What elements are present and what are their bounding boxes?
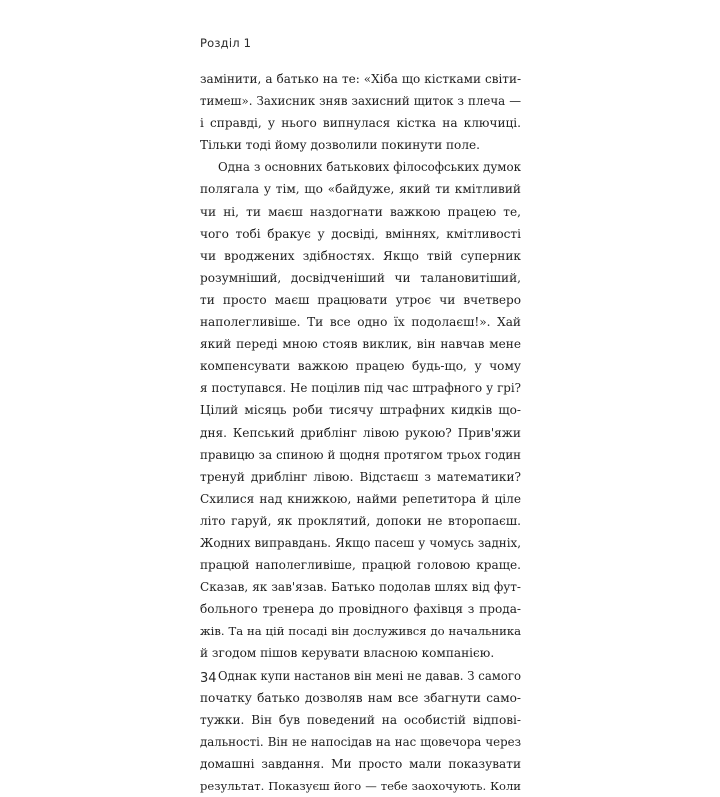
text-line: тимеш». Захисник зняв захисний щиток з плеча — bbox=[200, 94, 521, 109]
text-line: Жодних виправдань. Якщо пасеш у чомусь задніх, bbox=[200, 535, 521, 550]
text-line: дальності. Він не напосідав на нас щовечора через bbox=[200, 734, 521, 749]
text-line: полягала у тім, що «байдуже, який ти кмітливий bbox=[200, 182, 521, 197]
text-line: чи вроджених здібностях. Якщо твій суперник bbox=[200, 248, 521, 263]
text-line: Сказав, як зав'язав. Батько подолав шлях від фут- bbox=[200, 580, 521, 595]
text-line: Цілий місяць роби тисячу штрафних кидків що- bbox=[200, 403, 521, 418]
text-line: результат. Показуєш його — тебе заохочують. Коли bbox=[200, 779, 521, 793]
text-line: ти просто маєш працювати утроє чи вчетверо bbox=[200, 292, 521, 307]
text-line: й згодом пішов керувати власною компанією. bbox=[200, 646, 495, 661]
text-line: больного тренера до провідного фахівця з прода- bbox=[200, 602, 521, 617]
text-line: правицю за спиною й щодня протягом трьох годин bbox=[200, 447, 521, 462]
page-number: 34 bbox=[200, 671, 217, 686]
text-line: Схилися над книжкою, найми репетитора й ціле bbox=[200, 491, 521, 506]
text-line: початку батько дозволяв нам все збагнути само- bbox=[200, 690, 521, 705]
body-text bbox=[200, 68, 521, 797]
text-line: тренуй дриблінг лівою. Відстаєш з математики? bbox=[200, 469, 521, 484]
running-head: Розділ 1 bbox=[200, 36, 252, 50]
text-line: компенсувати важкою працею будь-що, у чому bbox=[200, 359, 521, 374]
text-line: наполегливіше. Ти все одно їх подолаєш!». Хай bbox=[200, 315, 521, 330]
text-line: розумніший, досвідченіший чи талановитіший, bbox=[200, 270, 521, 285]
text-line: Тільки тоді йому дозволили покинути поле. bbox=[200, 138, 481, 153]
text-line: літо гаруй, як проклятий, допоки не второпаєш. bbox=[200, 513, 521, 528]
text-line: і справді, у нього випнулася кістка на ключиці. bbox=[200, 116, 521, 131]
text-line: чи ні, ти маєш наздогнати важкою працею те, bbox=[200, 204, 521, 219]
text-line: домашні завдання. Ми просто мали показувати bbox=[200, 756, 521, 771]
text-line: я поступався. Не поцілив під час штрафного у грі? bbox=[200, 381, 521, 396]
text-line: який переді мною стояв виклик, він навчав мене bbox=[200, 337, 521, 352]
text-line: працюй наполегливіше, працюй головою краще. bbox=[200, 558, 521, 573]
text-line: дня. Кепський дриблінг лівою рукою? Прив'яжи bbox=[200, 425, 521, 440]
text-line: чого тобі бракує у досвіді, вміннях, кмітливості bbox=[200, 226, 521, 241]
text-line: тужки. Він був поведений на особистій відпові- bbox=[200, 712, 521, 727]
text-line: жів. Та на цій посаді він дослужився до начальника bbox=[200, 624, 521, 639]
text-line: Однак купи настанов він мені не давав. З самого bbox=[218, 668, 521, 683]
text-line: замінити, а батько на те: «Хіба що кістками світи- bbox=[200, 72, 521, 86]
text-line: Одна з основних батькових філософських думок bbox=[218, 160, 521, 175]
